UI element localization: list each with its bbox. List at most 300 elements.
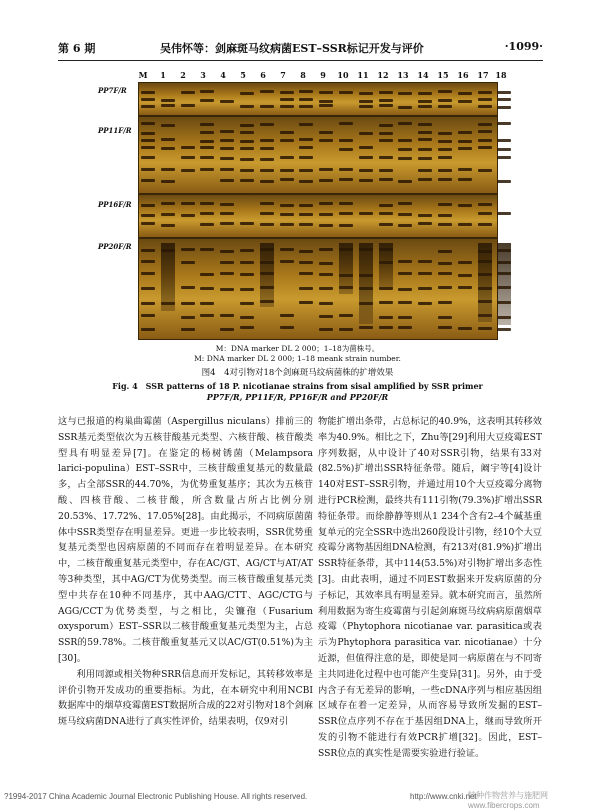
- gel-band: [478, 91, 492, 94]
- gel-band: [161, 124, 175, 127]
- gel-band: [458, 286, 472, 289]
- gel-band: [260, 139, 274, 142]
- gel-band: [497, 106, 511, 109]
- gel-band: [240, 158, 254, 161]
- gel-band: [319, 224, 333, 227]
- gel-band: [398, 301, 412, 304]
- gel-band: [398, 122, 412, 125]
- gel-band: [260, 123, 274, 126]
- gel-band: [418, 105, 432, 108]
- gel-band: [299, 146, 313, 149]
- lane-label: 3: [200, 70, 206, 80]
- gel-band: [280, 169, 294, 172]
- gel-band: [359, 105, 373, 108]
- gel-band: [220, 139, 234, 142]
- gel-band: [280, 105, 294, 108]
- gel-band: [319, 202, 333, 205]
- gel-band: [379, 212, 393, 215]
- gel-band: [438, 223, 452, 226]
- gel-band: [161, 168, 175, 171]
- gel-band: [181, 302, 195, 305]
- gel-band: [220, 179, 234, 182]
- gel-band: [359, 326, 373, 329]
- left-column: [58, 414, 313, 730]
- gel-band: [220, 328, 234, 331]
- gel-band: [438, 156, 452, 159]
- gel-band: [438, 301, 452, 304]
- gel-band: [200, 302, 214, 305]
- gel-band: [280, 314, 294, 317]
- gel-band: [161, 99, 175, 102]
- gel-smear: [497, 243, 511, 325]
- gel-band: [438, 178, 452, 181]
- gel-band: [240, 288, 254, 291]
- gel-band: [359, 169, 373, 172]
- gel-band: [141, 287, 155, 290]
- gel-band: [200, 168, 214, 171]
- lane-label: 11: [357, 70, 369, 80]
- gel-band: [478, 169, 492, 172]
- gel-band: [181, 316, 195, 319]
- gel-band: [497, 156, 511, 159]
- gel-band: [458, 274, 472, 277]
- gel-band: [458, 92, 472, 95]
- gel-band: [438, 272, 452, 275]
- gel-band: [339, 139, 353, 142]
- gel-band: [398, 157, 412, 160]
- gel-band: [418, 178, 432, 181]
- gel-band: [141, 139, 155, 142]
- gel-band: [379, 301, 393, 304]
- gel-band: [280, 213, 294, 216]
- gel-band: [181, 248, 195, 251]
- lane-number-row: [136, 70, 507, 82]
- gel-band: [181, 261, 195, 264]
- gel-band: [398, 272, 412, 275]
- gel-band: [319, 100, 333, 103]
- gel-band: [418, 169, 432, 172]
- gel-band: [438, 203, 452, 206]
- gel-band: [339, 328, 353, 331]
- gel-band: [339, 314, 353, 317]
- gel-band: [438, 105, 452, 108]
- gel-band: [398, 288, 412, 291]
- gel-band: [141, 328, 155, 331]
- gel-band: [181, 169, 195, 172]
- gel-band: [299, 169, 313, 172]
- gel-band: [418, 138, 432, 141]
- gel-band: [478, 327, 492, 330]
- gel-band: [200, 123, 214, 126]
- gel-band: [181, 286, 195, 289]
- gel-band: [280, 131, 294, 134]
- gel-band: [497, 148, 511, 151]
- gel-band: [418, 148, 432, 151]
- gel-band: [141, 222, 155, 225]
- gel-band: [458, 204, 472, 207]
- gel-band: [200, 287, 214, 290]
- gel-band: [200, 223, 214, 226]
- lane-label: 13: [397, 70, 409, 80]
- gel-band: [220, 100, 234, 103]
- gel-band: [240, 273, 254, 276]
- figure-caption-en-primers: PP7F/R, PP11F/R, PP16F/R and PP20F/R: [206, 392, 389, 402]
- gel-band: [220, 212, 234, 215]
- gel-band: [280, 260, 294, 263]
- site-url: http://www.cnki.net: [410, 792, 477, 801]
- gel-band: [299, 123, 313, 126]
- gel-band: [260, 169, 274, 172]
- gel-band: [299, 287, 313, 290]
- gel-band: [418, 287, 432, 290]
- panel-label: PP20F/R: [98, 242, 132, 251]
- gel-band: [497, 328, 511, 331]
- gel-band: [478, 223, 492, 226]
- gel-band: [398, 213, 412, 216]
- gel-band: [458, 131, 472, 134]
- gel-band: [299, 204, 313, 207]
- gel-band: [379, 178, 393, 181]
- gel-band: [438, 286, 452, 289]
- gel-band: [181, 202, 195, 205]
- gel-band: [379, 99, 393, 102]
- gel-band: [299, 272, 313, 275]
- gel-band: [260, 90, 274, 93]
- gel-panel: [138, 116, 498, 194]
- gel-band: [240, 222, 254, 225]
- gel-band: [240, 249, 254, 252]
- gel-band: [220, 168, 234, 171]
- gel-band: [379, 316, 393, 319]
- gel-band: [141, 302, 155, 305]
- gel-band: [497, 91, 511, 94]
- gel-band: [141, 314, 155, 317]
- gel-band: [319, 213, 333, 216]
- gel-band: [339, 212, 353, 215]
- figure-note-en: M: DNA marker DL 2 000; 1–18 meank strain number.: [194, 354, 401, 363]
- copyright-text: ?1994-2017 China Academic Journal Electronic Publishing House. All rights reserved.: [4, 792, 308, 801]
- gel-band: [319, 248, 333, 251]
- gel-band: [438, 140, 452, 143]
- gel-band: [200, 273, 214, 276]
- gel-band: [200, 131, 214, 134]
- gel-band: [438, 262, 452, 265]
- gel-band: [398, 139, 412, 142]
- gel-band: [319, 328, 333, 331]
- gel-band: [319, 287, 333, 290]
- gel-band: [240, 105, 254, 108]
- gel-band: [220, 272, 234, 275]
- gel-band: [319, 315, 333, 318]
- gel-band: [220, 250, 234, 253]
- panel-label: PP7F/R: [98, 86, 127, 95]
- gel-band: [299, 213, 313, 216]
- gel-band: [438, 326, 452, 329]
- gel-band: [280, 223, 294, 226]
- figure-note-cn: M：DNA marker DL 2 000；1–18为菌株号。: [215, 344, 380, 353]
- gel-band: [379, 91, 393, 94]
- gel-band: [161, 104, 175, 107]
- gel-band: [398, 148, 412, 151]
- gel-band: [220, 157, 234, 160]
- gel-band: [359, 156, 373, 159]
- gel-band: [299, 250, 313, 253]
- gel-band: [280, 98, 294, 101]
- gel-band: [181, 328, 195, 331]
- running-title: 吴伟怀等：剑麻斑马纹病菌EST–SSR标记开发与评价: [160, 42, 424, 55]
- gel-band: [418, 214, 432, 217]
- gel-band: [458, 223, 472, 226]
- gel-band: [141, 168, 155, 171]
- gel-band: [478, 123, 492, 126]
- gel-band: [497, 212, 511, 215]
- gel-band: [418, 260, 432, 263]
- gel-band: [438, 316, 452, 319]
- lane-label: 7: [280, 70, 286, 80]
- panel-label: PP16F/R: [98, 200, 132, 209]
- gel-smear: [339, 243, 353, 294]
- gel-band: [161, 213, 175, 216]
- gel-band: [418, 123, 432, 126]
- gel-band: [478, 139, 492, 142]
- gel-band: [141, 249, 155, 252]
- gel-smear: [478, 243, 492, 322]
- gel-panel: [138, 82, 498, 116]
- gel-band: [260, 180, 274, 183]
- gel-band: [200, 140, 214, 143]
- gel-band: [161, 180, 175, 183]
- gel-band: [141, 156, 155, 159]
- gel-panel: [138, 238, 498, 340]
- gel-band: [141, 105, 155, 108]
- lane-label: 12: [377, 70, 389, 80]
- gel-band: [280, 178, 294, 181]
- gel-band: [240, 92, 254, 95]
- gel-band: [319, 302, 333, 305]
- gel-band: [398, 224, 412, 227]
- gel-band: [319, 262, 333, 265]
- gel-band: [161, 224, 175, 227]
- gel-band: [418, 131, 432, 134]
- gel-band: [458, 178, 472, 181]
- gel-band: [319, 273, 333, 276]
- gel-band: [161, 202, 175, 205]
- gel-band: [280, 204, 294, 207]
- lane-label: 16: [457, 70, 469, 80]
- gel-band: [478, 203, 492, 206]
- gel-band: [359, 100, 373, 103]
- lane-label: 17: [477, 70, 489, 80]
- gel-band: [141, 204, 155, 207]
- right-column: [318, 414, 542, 762]
- gel-smear: [161, 243, 175, 311]
- gel-band: [260, 147, 274, 150]
- gel-band: [458, 147, 472, 150]
- gel-band: [418, 92, 432, 95]
- gel-smear: [379, 243, 393, 289]
- panel-label: PP11F/R: [98, 126, 132, 135]
- gel-band: [438, 250, 452, 253]
- paragraph: 物能扩增出条带，占总标记的40.9%，这表明其转移效率为40.9%。相比之下，Zhu等[29]利用大豆疫霉EST序列数据，从中设计了40对SSR引物，结果有33对(82.5%)扩增出SSR特征条带。随后，阚宇等[4]设计140对EST–SSR引物，并通过用10个大豆疫霉分离物进行PCR检测，最终共有111引物(79.3%)扩增出SSR特征条带。而徐静静等则从1 234个含有2–4个碱基重复单元的完全SSR中选出260段设计引物，经10个大豆疫霉分离物基因组DNA检测，有213对(81.9%)扩增出SSR特征条带，其中114(53.5%)对引物扩增出多态性[3]。由此表明，通过不同EST数据来开发病原菌的分子标记，其效率具有明显差异。就本研究而言，虽然所利用数据为寄生疫霉菌与引起剑麻斑马纹病病原菌烟草疫霉（Phytophora nicotianae var. parasitica或表示为Phytophora parasitica var. nicotianae）十分近源，但值得注意的是，即使是同一病原菌在与不同寄主共同进化过程中也可能产生变异[31]。另外，由于受内含子有无差异的影响，一些cDNA序列与相应基因组区域存在着一定差异，从而容易导致所发掘的EST–SSR位点序列不存在于基因组DNA上，继而导致所开发的引物不能进行有效PCR扩增[32]。因此，EST–SSR位点的真实性是需要实验进行验证。: [318, 416, 542, 759]
- page-number: ·1099·: [504, 40, 543, 53]
- gel-band: [319, 179, 333, 182]
- lane-label: 6: [260, 70, 266, 80]
- gel-band: [299, 138, 313, 141]
- gel-band: [359, 179, 373, 182]
- lane-label: 4: [220, 70, 226, 80]
- gel-band: [339, 122, 353, 125]
- gel-band: [299, 261, 313, 264]
- gel-band: [141, 91, 155, 94]
- gel-band: [438, 90, 452, 93]
- gel-band: [359, 146, 373, 149]
- lane-label: 15: [437, 70, 449, 80]
- gel-band: [299, 98, 313, 101]
- gel-band: [240, 131, 254, 134]
- gel-band: [458, 168, 472, 171]
- gel-band: [478, 98, 492, 101]
- gel-band: [299, 180, 313, 183]
- gel-band: [141, 98, 155, 101]
- lane-label: M: [138, 70, 148, 80]
- gel-band: [418, 100, 432, 103]
- gel-band: [220, 203, 234, 206]
- gel-band: [379, 223, 393, 226]
- gel-band: [220, 314, 234, 317]
- gel-band: [379, 169, 393, 172]
- gel-band: [339, 178, 353, 181]
- gel-band: [379, 132, 393, 135]
- figure-caption-en: Fig. 4 SSR patterns of 18 P. nicotianae strains from sisal amplified by SSR primer: [112, 381, 483, 391]
- gel-band: [398, 202, 412, 205]
- gel-band: [438, 169, 452, 172]
- gel-band: [200, 248, 214, 251]
- gel-band: [319, 131, 333, 134]
- lane-label: 2: [180, 70, 186, 80]
- gel-band: [478, 212, 492, 215]
- gel-band: [141, 122, 155, 125]
- watermark-text: 特种作物营养与施肥网 www.fibercrops.com: [468, 791, 548, 810]
- gel-band: [497, 122, 511, 125]
- gel-band: [339, 168, 353, 171]
- gel-band: [299, 223, 313, 226]
- gel-band: [379, 139, 393, 142]
- gel-band: [161, 138, 175, 141]
- gel-band: [319, 139, 333, 142]
- gel-band: [141, 146, 155, 149]
- gel-band: [299, 90, 313, 93]
- gel-band: [240, 169, 254, 172]
- gel-band: [299, 301, 313, 304]
- gel-band: [398, 260, 412, 263]
- gel-band: [200, 99, 214, 102]
- gel-band: [240, 326, 254, 329]
- gel-band: [260, 223, 274, 226]
- gel-band: [181, 104, 195, 107]
- gel-band: [339, 148, 353, 151]
- gel-band: [240, 261, 254, 264]
- gel-band: [260, 212, 274, 215]
- gel-band: [398, 316, 412, 319]
- paragraph: 利用同源或相关物种SRR信息而开发标记，其转移效率是评价引物开发成功的重要指标。为此，在本研究中利用NCBI数据库中的烟草疫霉菌EST数据所合成的22对引物对18个剑麻斑马纹病菌DNA进行了真实性评价，结果表明，仅9对引: [58, 668, 313, 728]
- gel-band: [220, 130, 234, 133]
- gel-band: [458, 261, 472, 264]
- gel-band: [379, 326, 393, 329]
- gel-band: [478, 130, 492, 133]
- lane-label: 9: [320, 70, 326, 80]
- gel-band: [181, 156, 195, 159]
- gel-band: [240, 302, 254, 305]
- gel-band: [141, 179, 155, 182]
- gel-band: [379, 204, 393, 207]
- gel-band: [161, 147, 175, 150]
- header-rule: [58, 60, 543, 61]
- gel-band: [438, 132, 452, 135]
- gel-band: [200, 146, 214, 149]
- gel-band: [220, 288, 234, 291]
- gel-band: [497, 139, 511, 142]
- gel-band: [319, 91, 333, 94]
- figure-caption-cn: 图4 4对引物对18个剑麻斑马纹病菌株的扩增效果: [201, 368, 394, 378]
- gel-band: [379, 156, 393, 159]
- gel-band: [181, 91, 195, 94]
- gel-band: [418, 157, 432, 160]
- gel-band: [398, 180, 412, 183]
- gel-band: [359, 92, 373, 95]
- gel-band: [141, 260, 155, 263]
- gel-smear: [359, 243, 373, 324]
- gel-band: [220, 222, 234, 225]
- gel-band: [438, 148, 452, 151]
- gel-band: [181, 146, 195, 149]
- gel-band: [379, 104, 393, 107]
- gel-band: [200, 212, 214, 215]
- gel-band: [280, 248, 294, 251]
- gel-band: [260, 202, 274, 205]
- paragraph: 这与已报道的构巢曲霉菌（Aspergillus niculans）排前三的SSR基元类型依次为五核苷酸基元类型、六核苷酸、核苷酸类型具有明显差异[7]。在鉴定的杨树锈菌（Melampsora larici-populina）EST–SSR中，三核苷酸重复基元的数量最多，占全部SSR的44.70%，为优势重复基序；其次为五核苷酸、四核苷酸、二核苷酸，所含数量占所占比例分别20.53%、17.72%、17.05%[28]。由此揭示，不同病原菌菌体中SSR类型存在明显差异。更进一步比较表明，SSR优势重复基元类型也因病原菌的不同而存在着明显差异。在本研究中，二核苷酸重复基元类型中，存在AC/GT、AG/CT与AT/AT等3种类型，其中AG/CT为优势类型。而三核苷酸重复基元类型中共存在10种不同基序，其中AAG/CTT、AGC/CTG与AGG/CCT为优势类型，与之相比，尖镰孢（Fusarium oxysporum）EST–SSR以二核苷酸重复基元类型为主，占总SSR的59.78%。二核苷酸重复基元又以AC/GT(0.51%)为主[30]。: [58, 416, 313, 664]
- gel-smear: [260, 243, 274, 307]
- gel-band: [141, 272, 155, 275]
- gel-band: [220, 147, 234, 150]
- gel-band: [200, 314, 214, 317]
- lane-label: 1: [160, 70, 166, 80]
- gel-band: [240, 124, 254, 127]
- gel-band: [141, 214, 155, 217]
- gel-band: [181, 214, 195, 217]
- gel-band: [240, 179, 254, 182]
- gel-band: [398, 106, 412, 109]
- gel-band: [319, 104, 333, 107]
- gel-band: [478, 146, 492, 149]
- gel-band: [240, 140, 254, 143]
- issue-number: 第 6 期: [58, 42, 96, 55]
- gel-band: [260, 158, 274, 161]
- gel-band: [240, 316, 254, 319]
- lane-label: 18: [495, 70, 507, 80]
- lane-label: 5: [240, 70, 246, 80]
- gel-band: [438, 214, 452, 217]
- gel-band: [141, 132, 155, 135]
- gel-band: [359, 132, 373, 135]
- gel-band: [438, 99, 452, 102]
- gel-band: [398, 92, 412, 95]
- gel-band: [478, 105, 492, 108]
- gel-band: [200, 202, 214, 205]
- lane-label: 10: [337, 70, 349, 80]
- gel-band: [458, 140, 472, 143]
- gel-band: [299, 156, 313, 159]
- gel-band: [458, 100, 472, 103]
